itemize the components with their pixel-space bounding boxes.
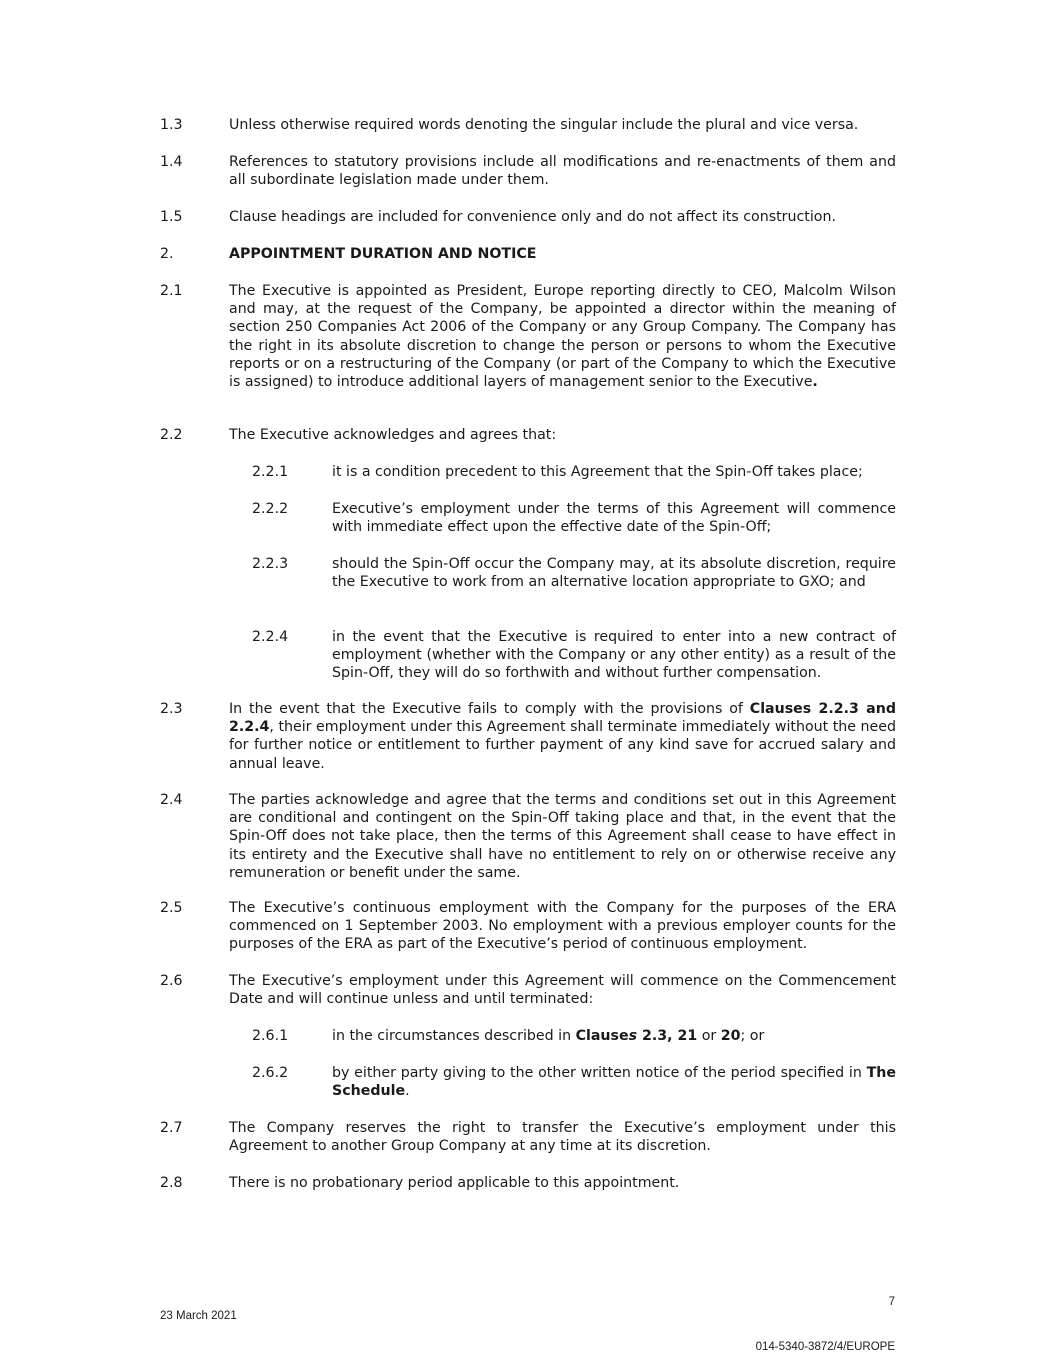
clause-1-3 — [160, 116, 896, 134]
clause-2-1 — [160, 282, 896, 391]
clause-1-4 — [160, 153, 896, 189]
clause-text: In the event that the Executive fails to comply with the provisions of — [229, 701, 750, 717]
clause-text: The Executive acknowledges and agrees that: — [229, 427, 557, 443]
clause-cross-reference: Clauses 2.2.3 and 2.2.4 — [229, 701, 896, 736]
clause-2-2 — [160, 426, 896, 444]
clause-2-2-1 — [252, 463, 896, 481]
clause-number: 2.3 — [160, 701, 183, 717]
clause-text: in the event that the Executive is required to enter into a new contract of employment (whether with the Company or any other entity) as a result of the Spin-Off, they will do so forthwith and without further compensation. — [332, 629, 896, 682]
clause-2-2-4 — [252, 628, 896, 683]
clause-number: 2.7 — [160, 1120, 183, 1136]
clause-2-6-2 — [252, 1064, 896, 1100]
clause-number: 2.4 — [160, 792, 183, 808]
clause-2-8 — [160, 1174, 896, 1192]
clause-text: The Executive is appointed as President, Europe reporting directly to CEO, Malcolm Wilson and may, at the request of the Company, be appointed a director within the meaning of section 250 Companies Act 2006 of the Company or any Group Company. The Company has the right in its absolute discretion to change the person or persons to whom the Executive reports or on a restructuring of the Company (or part of the Company to which the Executive is assigned) to introduce additional layers of management senior to the Executive — [229, 283, 896, 391]
section-heading-2 — [160, 245, 896, 263]
clause-1-5 — [160, 208, 896, 226]
clause-cross-reference: 20 — [720, 1028, 741, 1044]
clause-2-5 — [160, 899, 896, 954]
document-reference: 014-5340-3872/4/EUROPE — [755, 1341, 895, 1353]
clause-text: Unless otherwise required words denoting the singular include the plural and vice versa. — [229, 117, 859, 133]
clause-number: 2.2.2 — [252, 501, 289, 517]
clause-text: Executive’s employment under the terms of this Agreement will commence with immediate effect upon the effective date of the Spin-Off; — [332, 501, 896, 536]
section-number: 2. — [160, 246, 174, 262]
clause-text: or — [697, 1028, 721, 1044]
clause-text: , their employment under this Agreement shall terminate immediately without the need for further notice or entitlement to further payment of any kind save for accrued salary and annual leave. — [229, 719, 896, 772]
footer-date: 23 March 2021 — [160, 1310, 237, 1322]
clause-number: 2.2.4 — [252, 629, 289, 645]
clause-text: it is a condition precedent to this Agreement that the Spin-Off takes place; — [332, 464, 863, 480]
clause-end-period: . — [812, 374, 818, 391]
clause-number: 2.2 — [160, 427, 183, 443]
clause-number: 2.5 — [160, 900, 183, 916]
clause-number: 2.1 — [160, 283, 183, 299]
clause-number: 2.2.1 — [252, 464, 289, 480]
section-heading: APPOINTMENT DURATION AND NOTICE — [229, 246, 537, 262]
clause-number: 2.6.2 — [252, 1065, 289, 1081]
clause-text: The Executive’s continuous employment with the Company for the purposes of the ERA commenced on 1 September 2003. No employment with a previous employer counts for the purposes of the ERA as part of the Executive’s period of continuous employment. — [229, 900, 896, 953]
clause-number: 1.4 — [160, 154, 183, 170]
clause-text: . — [405, 1083, 410, 1100]
clause-text: There is no probationary period applicable to this appointment. — [229, 1175, 680, 1191]
clause-text: References to statutory provisions include all modifications and re-enactments of them and all subordinate legislation made under them. — [229, 154, 896, 189]
clause-2-2-3 — [252, 555, 896, 591]
clause-text: in the circumstances described in — [332, 1028, 576, 1044]
clause-2-4 — [160, 791, 896, 882]
clause-cross-reference: The Schedule — [332, 1065, 896, 1100]
clause-number: 2.2.3 — [252, 556, 289, 572]
clause-2-2-2 — [252, 500, 896, 536]
clause-text: The Company reserves the right to transfer the Executive’s employment under this Agreement to another Group Company at any time at its discretion. — [229, 1120, 896, 1155]
page-number: 7 — [888, 1296, 895, 1308]
clause-number: 1.3 — [160, 117, 183, 133]
clause-2-6 — [160, 972, 896, 1008]
clause-text: Clause headings are included for convenience only and do not affect its construction. — [229, 209, 836, 225]
clause-number: 2.6.1 — [252, 1028, 289, 1044]
clause-cross-reference: Clauses 2.3, 21 — [575, 1028, 698, 1044]
clause-number: 1.5 — [160, 209, 183, 225]
clause-2-6-1 — [252, 1027, 896, 1045]
clause-2-7 — [160, 1119, 896, 1155]
clause-text: The parties acknowledge and agree that the terms and conditions set out in this Agreement are conditional and contingent on the Spin-Off taking place and that, in the event that the Spin-Off does not take place, then the terms of this Agreement shall cease to have effect in its entirety and the Executive shall have no entitlement to rely on or otherwise receive any remuneration or benefit under the same. — [229, 792, 896, 881]
clause-number: 2.6 — [160, 973, 183, 989]
clause-2-3 — [160, 700, 896, 773]
clause-text: should the Spin-Off occur the Company may, at its absolute discretion, require the Executive to work from an alternative location appropriate to GXO; and — [332, 556, 896, 591]
clause-text: ; or — [740, 1028, 765, 1044]
clause-number: 2.8 — [160, 1175, 183, 1191]
clause-text: The Executive’s employment under this Agreement will commence on the Commencement Date and will continue unless and until terminated: — [229, 973, 896, 1008]
clause-text: by either party giving to the other written notice of the period specified in — [332, 1065, 867, 1081]
